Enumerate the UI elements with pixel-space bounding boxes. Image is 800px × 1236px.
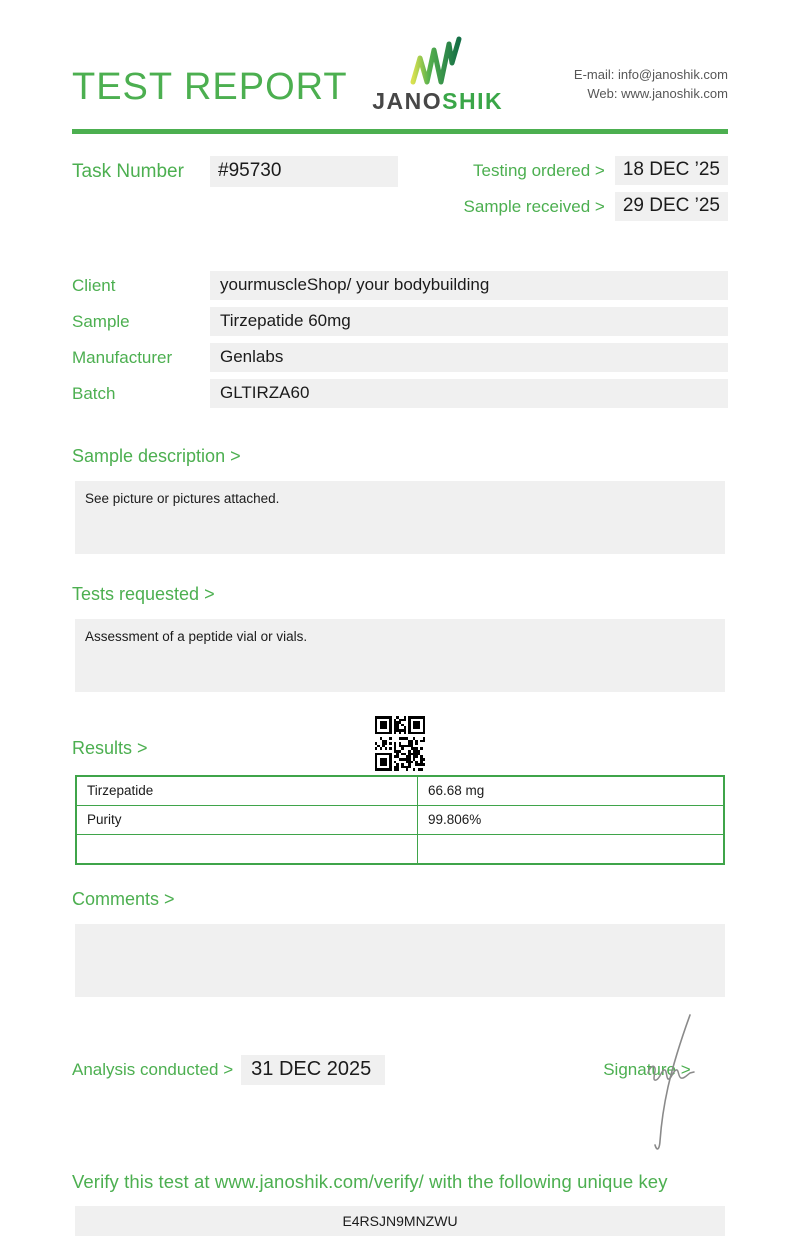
contact-web: Web: www.janoshik.com (587, 85, 728, 101)
tests-requested-box: Assessment of a peptide vial or vials. (75, 619, 725, 692)
field-row-manufacturer (0, 343, 800, 372)
janoshik-logo (348, 36, 528, 115)
result-value: 66.68 mg (418, 776, 725, 806)
logo-wordmark (348, 88, 528, 115)
task-number-label: Task Number (72, 160, 184, 182)
analysis-date-value: 31 DEC 2025 (241, 1055, 385, 1085)
header-divider (72, 129, 728, 134)
comments-heading: Comments > (72, 889, 175, 909)
table-row (76, 806, 724, 835)
result-name (76, 835, 418, 865)
analysis-conducted-label: Analysis conducted > (72, 1060, 234, 1079)
batch-value: GLTIRZA60 (210, 379, 728, 408)
task-number-row (72, 156, 398, 187)
testing-ordered-label: Testing ordered > (472, 160, 605, 180)
task-section (0, 156, 800, 221)
field-row-client (0, 271, 800, 300)
table-row (76, 776, 724, 806)
signature-label: Signature > (603, 1060, 691, 1079)
logo-shik: SHIK (442, 88, 504, 114)
qr-code (375, 716, 425, 771)
growth-chart-icon (407, 36, 469, 86)
sample-received-row (464, 192, 728, 221)
unique-key-value: E4RSJN9MNZWU (75, 1206, 725, 1236)
comments-section (0, 889, 800, 997)
contact-email: E-mail: info@janoshik.com (573, 67, 728, 82)
sample-description-section (0, 446, 800, 554)
field-row-sample (0, 307, 800, 336)
sample-description-heading: Sample description > (72, 446, 241, 466)
page-title: TEST REPORT (72, 66, 348, 108)
signature-image (630, 1009, 715, 1154)
results-heading: Results > (72, 738, 148, 758)
logo-jano: JANO (372, 88, 443, 114)
result-name: Purity (76, 806, 418, 835)
results-table (75, 775, 725, 865)
client-label: Client (72, 275, 116, 295)
verify-text: Verify this test at www.janoshik.com/verify/ with the following unique key (72, 1171, 668, 1192)
field-row-batch (0, 379, 800, 408)
sample-received-label: Sample received > (463, 196, 605, 216)
comments-box (75, 924, 725, 997)
tests-requested-section (0, 584, 800, 692)
contact-info (528, 66, 728, 104)
testing-ordered-row (473, 156, 728, 185)
results-section (0, 738, 800, 865)
analysis-signature-row (0, 1055, 800, 1085)
sample-description-box: See picture or pictures attached. (75, 481, 725, 554)
header (0, 0, 800, 115)
result-name: Tirzepatide (76, 776, 418, 806)
result-value (418, 835, 725, 865)
result-value: 99.806% (418, 806, 725, 835)
dates-block (464, 156, 728, 221)
tests-requested-heading: Tests requested > (72, 584, 215, 604)
batch-label: Batch (72, 383, 116, 403)
table-row (76, 835, 724, 865)
sample-label: Sample (72, 311, 130, 331)
task-number-value: #95730 (210, 156, 398, 187)
sample-received-value: 29 DEC ’25 (615, 192, 728, 221)
info-fields (0, 271, 800, 408)
testing-ordered-value: 18 DEC ’25 (615, 156, 728, 185)
client-value: yourmuscleShop/ your bodybuilding (210, 271, 728, 300)
sample-value: Tirzepatide 60mg (210, 307, 728, 336)
manufacturer-label: Manufacturer (72, 347, 173, 367)
manufacturer-value: Genlabs (210, 343, 728, 372)
